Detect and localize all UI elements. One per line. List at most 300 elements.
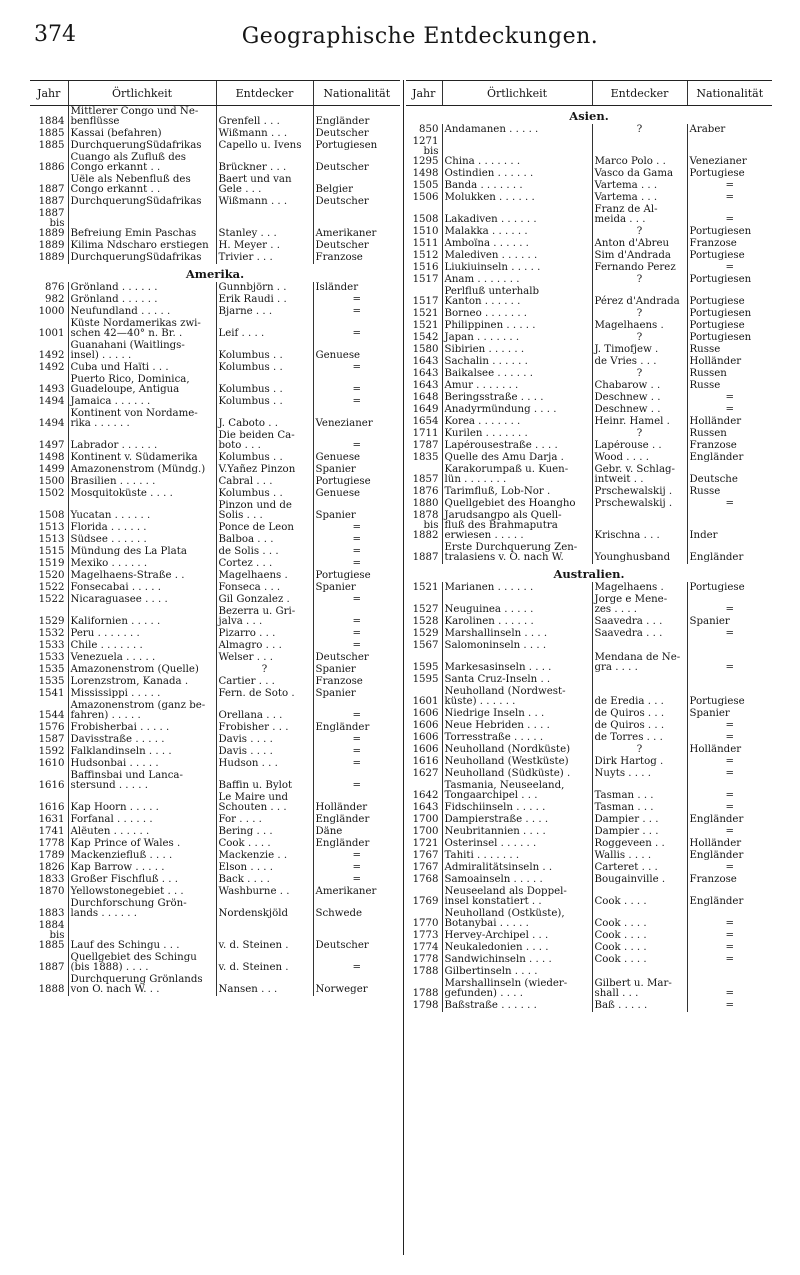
table-row [30,746,400,758]
nationality-cell: = [313,746,400,758]
year-cell: 1788 [412,988,439,999]
year-cell: 1532 [38,628,65,639]
discoverer-cell: Washburne . . [216,886,313,898]
table-row [30,152,400,174]
nationality-cell: Spanier [313,582,400,594]
discoverer-cell: Cook . . . . [592,908,687,930]
place-cell: Sandwichinseln . . . . [442,954,592,966]
year-cell: 1606 [412,732,439,743]
year-cell: 1592 [38,746,65,757]
table-row [406,930,772,942]
place-cell: Erste Durchquerung Zen- tralasiens v. O. nach W. [442,542,592,564]
discoverer-cell: Gebr. v. Schlag- intweit . . [592,464,687,486]
year-cell: 1535 [38,676,65,687]
year-cell: 1567 [412,640,439,651]
table-row [30,282,400,294]
discoverer-cell: Fonseca . . . [216,582,313,594]
nationality-cell: Engländer [313,814,400,826]
discoverer-cell: Lapérouse . . [592,440,687,452]
discoverer-cell: Chabarow . . [592,380,687,392]
nationality-cell: Franzose [687,874,772,886]
nationality-cell: = [313,430,400,452]
place-cell: Marshallinseln (wieder- gefunden) . . . . [442,978,592,1000]
place-cell: Santa Cruz-Inseln . . [442,674,592,686]
place-cell: Kontinent von Nordame- rika . . . . . . [68,408,216,430]
nationality-cell: = [313,628,400,640]
place-cell: Dampierstraße . . . . [442,814,592,826]
section-row [406,106,772,125]
table-row [30,898,400,920]
discoverer-cell: Magelhaens . [592,320,687,332]
nationality-cell: Portugiese [687,250,772,262]
table-row [30,722,400,734]
table-row [30,294,400,306]
nationality-cell: = [313,374,400,396]
place-cell: Baikalsee . . . . . . [442,368,592,380]
discoverer-cell: Magelhaens . [216,570,313,582]
discoverer-cell: Deschnew . . [592,392,687,404]
place-cell: Kurilen . . . . . . . [442,428,592,440]
year-cell: 1508 [412,214,439,225]
year-cell: 1857 [412,474,439,485]
discoverer-cell: Saavedra . . . [592,616,687,628]
nationality-cell: Holländer [687,838,772,850]
place-cell: Peru . . . . . . . [68,628,216,640]
table-row [30,640,400,652]
nationality-cell: Spanier [687,616,772,628]
discoverer-cell: Magelhaens . [592,582,687,594]
year-cell: 1494 [38,396,65,407]
place-cell: Neuholland (Ostküste), Botanybai . . . . . [442,908,592,930]
place-cell: Lorenzstrom, Kanada . [68,676,216,688]
nationality-cell: Engländer [687,850,772,862]
table-row [30,606,400,628]
table-row [406,886,772,908]
year-cell: 1778 [412,954,439,965]
year-cell: 1521 [412,320,439,331]
discoverer-cell: ? [592,226,687,238]
discoverer-cell: Fernando Perez [592,262,687,274]
discoverer-cell: Wallis . . . . [592,850,687,862]
place-cell: Karakorumpaß u. Kuen- lün . . . . . . . [442,464,592,486]
discoverer-cell: Orellana . . . [216,700,313,722]
year-cell: 1886 [38,162,65,173]
place-cell: Yellowstonegebiet . . . [68,886,216,898]
nationality-cell: = [687,954,772,966]
table-row [406,838,772,850]
place-cell: Neuholland (Nordwest- küste) . . . . . . [442,686,592,708]
table-row [30,396,400,408]
year-cell: 1535 [38,664,65,675]
discoverer-cell: ? [592,744,687,756]
place-cell: Amazonenstrom (Mündg.) [68,464,216,476]
place-cell: Baßstraße . . . . . . [442,1000,592,1012]
place-cell: Lauf des Schingu . . . [68,920,216,952]
place-cell: Amboïna . . . . . . [442,238,592,250]
table-row [406,486,772,498]
year-cell: 1889 [38,252,65,263]
discoverer-cell: Almagro . . . [216,640,313,652]
year-cell: 1642 [412,790,439,801]
table-row [30,700,400,722]
place-cell: Karolinen . . . . . . [442,616,592,628]
header-year: Jahr [406,81,442,106]
discoverer-cell: Dampier . . . [592,826,687,838]
left-header-row [30,81,400,106]
discoverer-cell: Ponce de Leon [216,522,313,534]
place-cell: Baffinsbai und Lanca- stersund . . . . . [68,770,216,792]
discoverer-cell: Mackenzie . . [216,850,313,862]
discoverer-cell: Cook . . . . [592,954,687,966]
nationality-cell: Spanier [313,464,400,476]
table-row [406,908,772,930]
nationality-cell: = [313,606,400,628]
year-cell: 1517 [412,296,439,307]
place-cell: Mackenziefluß . . . . [68,850,216,862]
year-cell: 1500 [38,476,65,487]
discoverer-cell: Nuyts . . . . [592,768,687,780]
discoverer-cell: Mendana de Ne- gra . . . . [592,652,687,674]
place-cell: Korea . . . . . . . [442,416,592,428]
place-cell: Florida . . . . . . [68,522,216,534]
place-cell: Küste Nordamerikas zwi- schen 42—40° n. Br. . [68,318,216,340]
table-row [406,640,772,652]
discoverer-cell: Vartema . . . [592,192,687,204]
nationality-cell: Portugiesen [687,308,772,320]
year-cell: 1798 [412,1000,439,1011]
nationality-cell: = [313,700,400,722]
discoverer-cell: Prschewalskij . [592,498,687,510]
nationality-cell: = [687,780,772,802]
nationality-cell: Däne [313,826,400,838]
table-row [406,368,772,380]
discoverer-cell: Wißmann . . . [216,196,313,208]
discoverer-cell: Franz de Al- meida . . . [592,204,687,226]
discoverer-cell: ? [592,368,687,380]
table-row [406,380,772,392]
table-row [406,768,772,780]
discoverer-cell: Tasman . . . [592,780,687,802]
place-cell: Fonsecabai . . . . . [68,582,216,594]
section-row [30,264,400,282]
discoverer-cell: V.Yañez Pinzon [216,464,313,476]
discoverer-cell: Cortez . . . [216,558,313,570]
table-row [406,308,772,320]
table-row [30,758,400,770]
discoverer-cell: Vartema . . . [592,180,687,192]
table-row [406,686,772,708]
nationality-cell: Schwede [313,898,400,920]
year-cell: 1494 [38,418,65,429]
place-cell: Frobisherbai . . . . . [68,722,216,734]
place-cell: Neuholland (Südküste) . [442,768,592,780]
nationality-cell: Deutsche [687,464,772,486]
table-row [30,464,400,476]
nationality-cell: = [313,862,400,874]
table-row [406,720,772,732]
table-row [406,814,772,826]
discoverer-cell: Cook . . . . [592,886,687,908]
year-cell: 876 [45,282,65,293]
discoverer-cell: Anton d'Abreu [592,238,687,250]
year-cell: 1769 [412,896,439,907]
table-row [30,546,400,558]
place-cell: Uële als Nebenfluß des Congo erkannt . . [68,174,216,196]
place-cell: Gilbertinseln . . . . [442,966,592,978]
nationality-cell: Russe [687,380,772,392]
nationality-cell: = [687,204,772,226]
year-cell: 1649 [412,404,439,415]
nationality-cell: = [313,534,400,546]
year-cell: 1517 [412,274,439,285]
table-row [406,542,772,564]
year-cell: 1616 [412,756,439,767]
page-title: Geographische Entdeckungen. [241,24,599,49]
discoverer-cell: Vasco da Gama [592,168,687,180]
discoverer-cell: Kolumbus . . [216,362,313,374]
table-row [30,570,400,582]
place-cell: Ostindien . . . . . . [442,168,592,180]
nationality-cell: Deutscher [313,240,400,252]
discoverer-cell: de Quiros . . . [592,708,687,720]
nationality-cell: = [313,734,400,746]
place-cell: Andamanen . . . . . [442,124,592,136]
place-cell: Magelhaens-Straße . . [68,570,216,582]
header-discoverer: Entdecker [592,81,687,106]
nationality-cell: = [687,594,772,616]
place-cell: Falklandinseln . . . . [68,746,216,758]
discoverer-cell: Bougainville . [592,874,687,886]
year-cell: 1520 [38,570,65,581]
year-cell: 1889 [38,240,65,251]
year-cell: 1606 [412,708,439,719]
table-row [30,534,400,546]
table-row [406,594,772,616]
nationality-cell: = [313,758,400,770]
place-cell: Amur . . . . . . . [442,380,592,392]
discoverer-cell: de Torres . . . [592,732,687,744]
nationality-cell: = [687,826,772,838]
nationality-cell: = [313,396,400,408]
place-cell: Kap Prince of Wales . [68,838,216,850]
table-row [406,180,772,192]
nationality-cell [687,966,772,978]
table-row [30,128,400,140]
place-cell: Banda . . . . . . . [442,180,592,192]
place-cell: Kalifornien . . . . . [68,606,216,628]
header-place: Örtlichkeit [68,81,216,106]
place-cell: China . . . . . . . [442,136,592,168]
table-row [30,500,400,522]
table-row [406,286,772,308]
table-row [30,920,400,952]
nationality-cell: = [687,908,772,930]
header-nationality: Nationalität [313,81,400,106]
year-cell: 1643 [412,802,439,813]
discoverer-cell: Kolumbus . . [216,452,313,464]
place-cell: Neufundland . . . . . [68,306,216,318]
nationality-cell: = [687,862,772,874]
discoverer-cell: ? [592,428,687,440]
nationality-cell: Deutscher [313,128,400,140]
discoverer-cell: Grenfell . . . [216,106,313,129]
header-place: Örtlichkeit [442,81,592,106]
year-cell: 1643 [412,368,439,379]
year-cell: 982 [45,294,65,305]
year-cell: 1770 [412,918,439,929]
discoverer-cell: Prschewalskij . [592,486,687,498]
nationality-cell: = [313,594,400,606]
section-heading: Australien. [553,567,625,581]
discoverer-cell: Marco Polo . . [592,136,687,168]
table-row [30,734,400,746]
table-row [406,124,772,136]
year-cell: 1601 [412,696,439,707]
nationality-cell: = [313,850,400,862]
discoverer-cell [592,674,687,686]
nationality-cell: Engländer [687,814,772,826]
year-cell: 1521 [412,582,439,593]
table-row [30,452,400,464]
table-row [30,196,400,208]
year-cell: 1741 [38,826,65,837]
section-row [406,564,772,582]
table-row [30,676,400,688]
year-cell: 1887 [38,196,65,207]
place-cell: Beringsstraße . . . . [442,392,592,404]
year-cell: 1616 [38,802,65,813]
place-cell: Molukken . . . . . . [442,192,592,204]
nationality-cell: Genuese [313,488,400,500]
discoverer-cell: Welser . . . [216,652,313,664]
table-row [30,886,400,898]
discoverer-cell: de Solis . . . [216,546,313,558]
nationality-cell: = [687,930,772,942]
place-cell: Durchquerung Grönlands von O. nach W. . . [68,974,216,996]
place-cell: Puerto Rico, Dominica, Guadeloupe, Antigua [68,374,216,396]
discoverer-cell: Bjarne . . . [216,306,313,318]
discoverer-cell: Kolumbus . . [216,340,313,362]
place-cell: Neuseeland als Doppel- insel konstatiert . . [442,886,592,908]
table-row [406,826,772,838]
year-cell: 1492 [38,350,65,361]
year-cell: 1580 [412,344,439,355]
discoverer-cell: Capello u. Ivens [216,140,313,152]
year-cell: 1616 [38,780,65,791]
year-cell: 1870 [38,886,65,897]
place-cell: Grönland . . . . . . [68,294,216,306]
table-row [406,404,772,416]
table-row [406,332,772,344]
place-cell: Cuango als Zufluß des Congo erkannt . . [68,152,216,174]
nationality-cell: = [313,522,400,534]
place-cell: Quellgebiet des Schingu (bis 1888) . . . . [68,952,216,974]
place-cell: DurchquerungSüdafrikas [68,196,216,208]
year-cell: 1778 [38,838,65,849]
table-row [30,770,400,792]
year-cell: 1498 [412,168,439,179]
nationality-cell: Venezianer [313,408,400,430]
year-cell: 1876 [412,486,439,497]
discoverer-cell: Younghusband [592,542,687,564]
nationality-cell: Genuese [313,340,400,362]
discoverer-cell: de Eredia . . . [592,686,687,708]
place-cell: Amazonenstrom (Quelle) [68,664,216,676]
nationality-cell: = [313,306,400,318]
place-cell: Markesasinseln . . . . [442,652,592,674]
discoverer-cell: Die beiden Ca- boto . . . [216,430,313,452]
discoverer-cell: Trivier . . . [216,252,313,264]
table-row [406,780,772,802]
place-cell: Salomoninseln . . . . [442,640,592,652]
place-cell: Japan . . . . . . . [442,332,592,344]
place-cell: Amazonenstrom (ganz be- fahren) . . . . . [68,700,216,722]
place-cell: Mississippi . . . . . [68,688,216,700]
place-cell: Marianen . . . . . . [442,582,592,594]
discoverer-cell: Wißmann . . . [216,128,313,140]
place-cell: Chile . . . . . . . [68,640,216,652]
year-cell: 1522 [38,594,65,605]
place-cell: Neuholland (Nordküste) [442,744,592,756]
year-cell: 1774 [412,942,439,953]
nationality-cell: = [687,768,772,780]
nationality-cell: = [687,756,772,768]
nationality-cell: Holländer [687,356,772,368]
nationality-cell: Spanier [687,708,772,720]
nationality-cell: = [687,942,772,954]
year-cell: 1883 [38,908,65,919]
place-cell: Lapérousestraße . . . . [442,440,592,452]
nationality-cell [687,640,772,652]
discoverer-cell: ? [592,274,687,286]
discoverer-cell: Saavedra . . . [592,628,687,640]
table-row [406,238,772,250]
discoverer-cell: J. Caboto . . [216,408,313,430]
discoverer-cell: Kolumbus . . [216,396,313,408]
discoverer-cell: Gunnbjörn . . [216,282,313,294]
discoverer-cell: Cook . . . . [216,838,313,850]
table-row [406,320,772,332]
nationality-cell: Spanier [313,688,400,700]
year-cell: 1498 [38,452,65,463]
table-row [30,140,400,152]
year-cell: 1721 [412,838,439,849]
table-row [406,262,772,274]
table-row [30,838,400,850]
place-cell: Labrador . . . . . . [68,430,216,452]
place-cell: Mündung des La Plata [68,546,216,558]
nationality-cell: = [313,874,400,886]
place-cell: Anam . . . . . . . [442,274,592,286]
table-row [30,792,400,814]
discoverer-cell: v. d. Steinen . [216,952,313,974]
discoverer-cell: de Vries . . . [592,356,687,368]
year-cell: 1529 [38,616,65,627]
year-cell: 1767 [412,862,439,873]
table-row [30,628,400,640]
place-cell: Kassai (befahren) [68,128,216,140]
discoverer-cell: Hudson . . . [216,758,313,770]
year-cell: 1787 [412,440,439,451]
place-cell: Mittlerer Congo und Ne- benflüsse [68,106,216,129]
discoverer-cell: Cabral . . . [216,476,313,488]
nationality-cell: = [687,498,772,510]
nationality-cell: Franzose [687,238,772,250]
nationality-cell: = [687,262,772,274]
nationality-cell: Engländer [687,452,772,464]
year-cell: 1000 [38,306,65,317]
nationality-cell: Portugiesen [687,332,772,344]
